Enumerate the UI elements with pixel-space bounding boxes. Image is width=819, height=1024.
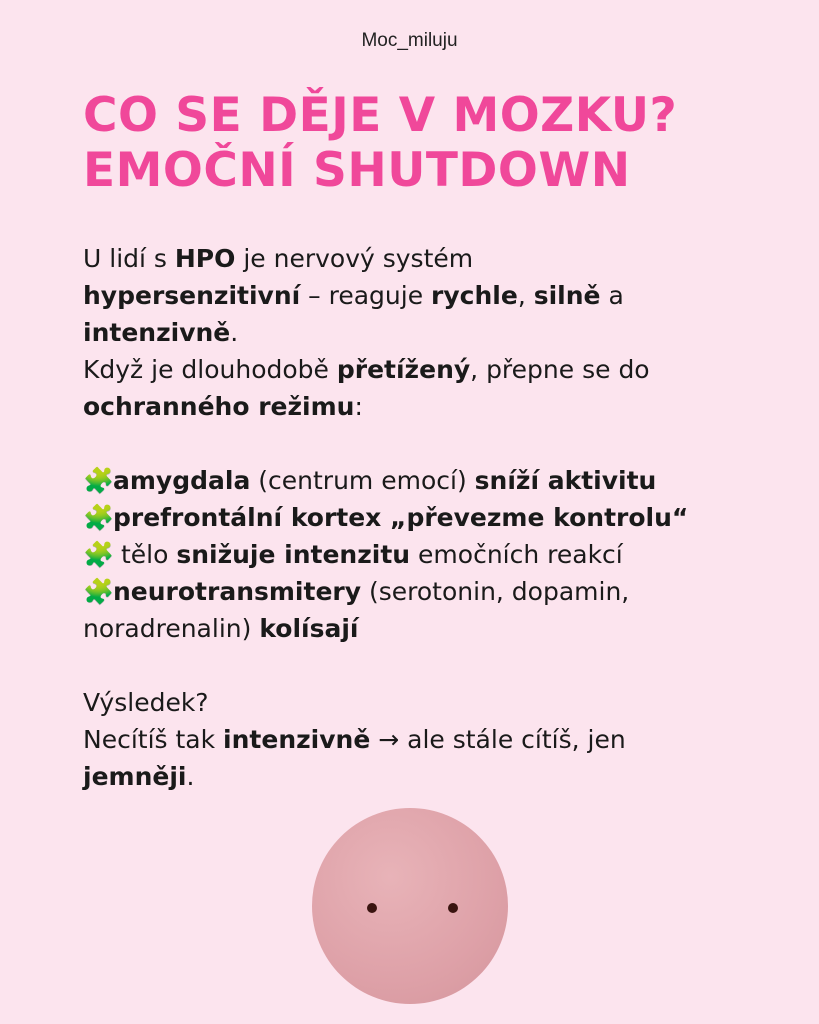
title-line-1: CO SE DĚJE V MOZKU? (83, 88, 678, 143)
left-eye (367, 903, 377, 913)
list-item: 🧩prefrontální kortex „převezme kontrolu“ (83, 499, 783, 536)
list-item: 🧩 tělo snižuje intenzitu emočních reakcí (83, 536, 783, 573)
intro-line-2: hypersenzitivní – reaguje rychle, silně a (83, 281, 624, 310)
right-eye (448, 903, 458, 913)
list-item: 🧩amygdala (centrum emocí) sníží aktivitu (83, 462, 783, 499)
page-title (83, 88, 677, 198)
account-handle: Moc_miluju (361, 30, 458, 51)
title-line-2: EMOČNÍ SHUTDOWN (83, 143, 631, 198)
result-question: Výsledek? (83, 688, 209, 717)
result-line-1: Necítíš tak intenzivně → ale stále cítíš, jen (83, 725, 626, 754)
body-text (83, 240, 783, 795)
puzzle-icon: 🧩 (83, 503, 115, 532)
puzzle-icon: 🧩 (83, 466, 115, 495)
puzzle-icon: 🧩 (83, 540, 115, 569)
intro-line-3: intenzivně. (83, 318, 239, 347)
puzzle-icon: 🧩 (83, 577, 115, 606)
list-item: 🧩neurotransmitery (serotonin, dopamin, (83, 573, 783, 610)
face-illustration (312, 808, 508, 1004)
intro-line-5: ochranného režimu: (83, 392, 363, 421)
intro-line-1: U lidí s HPO je nervový systém (83, 244, 474, 273)
intro-line-4: Když je dlouhodobě přetížený, přepne se do (83, 355, 650, 384)
result-line-2: jemněji. (83, 762, 195, 791)
list-item-continued: noradrenalin) kolísají (83, 614, 359, 643)
